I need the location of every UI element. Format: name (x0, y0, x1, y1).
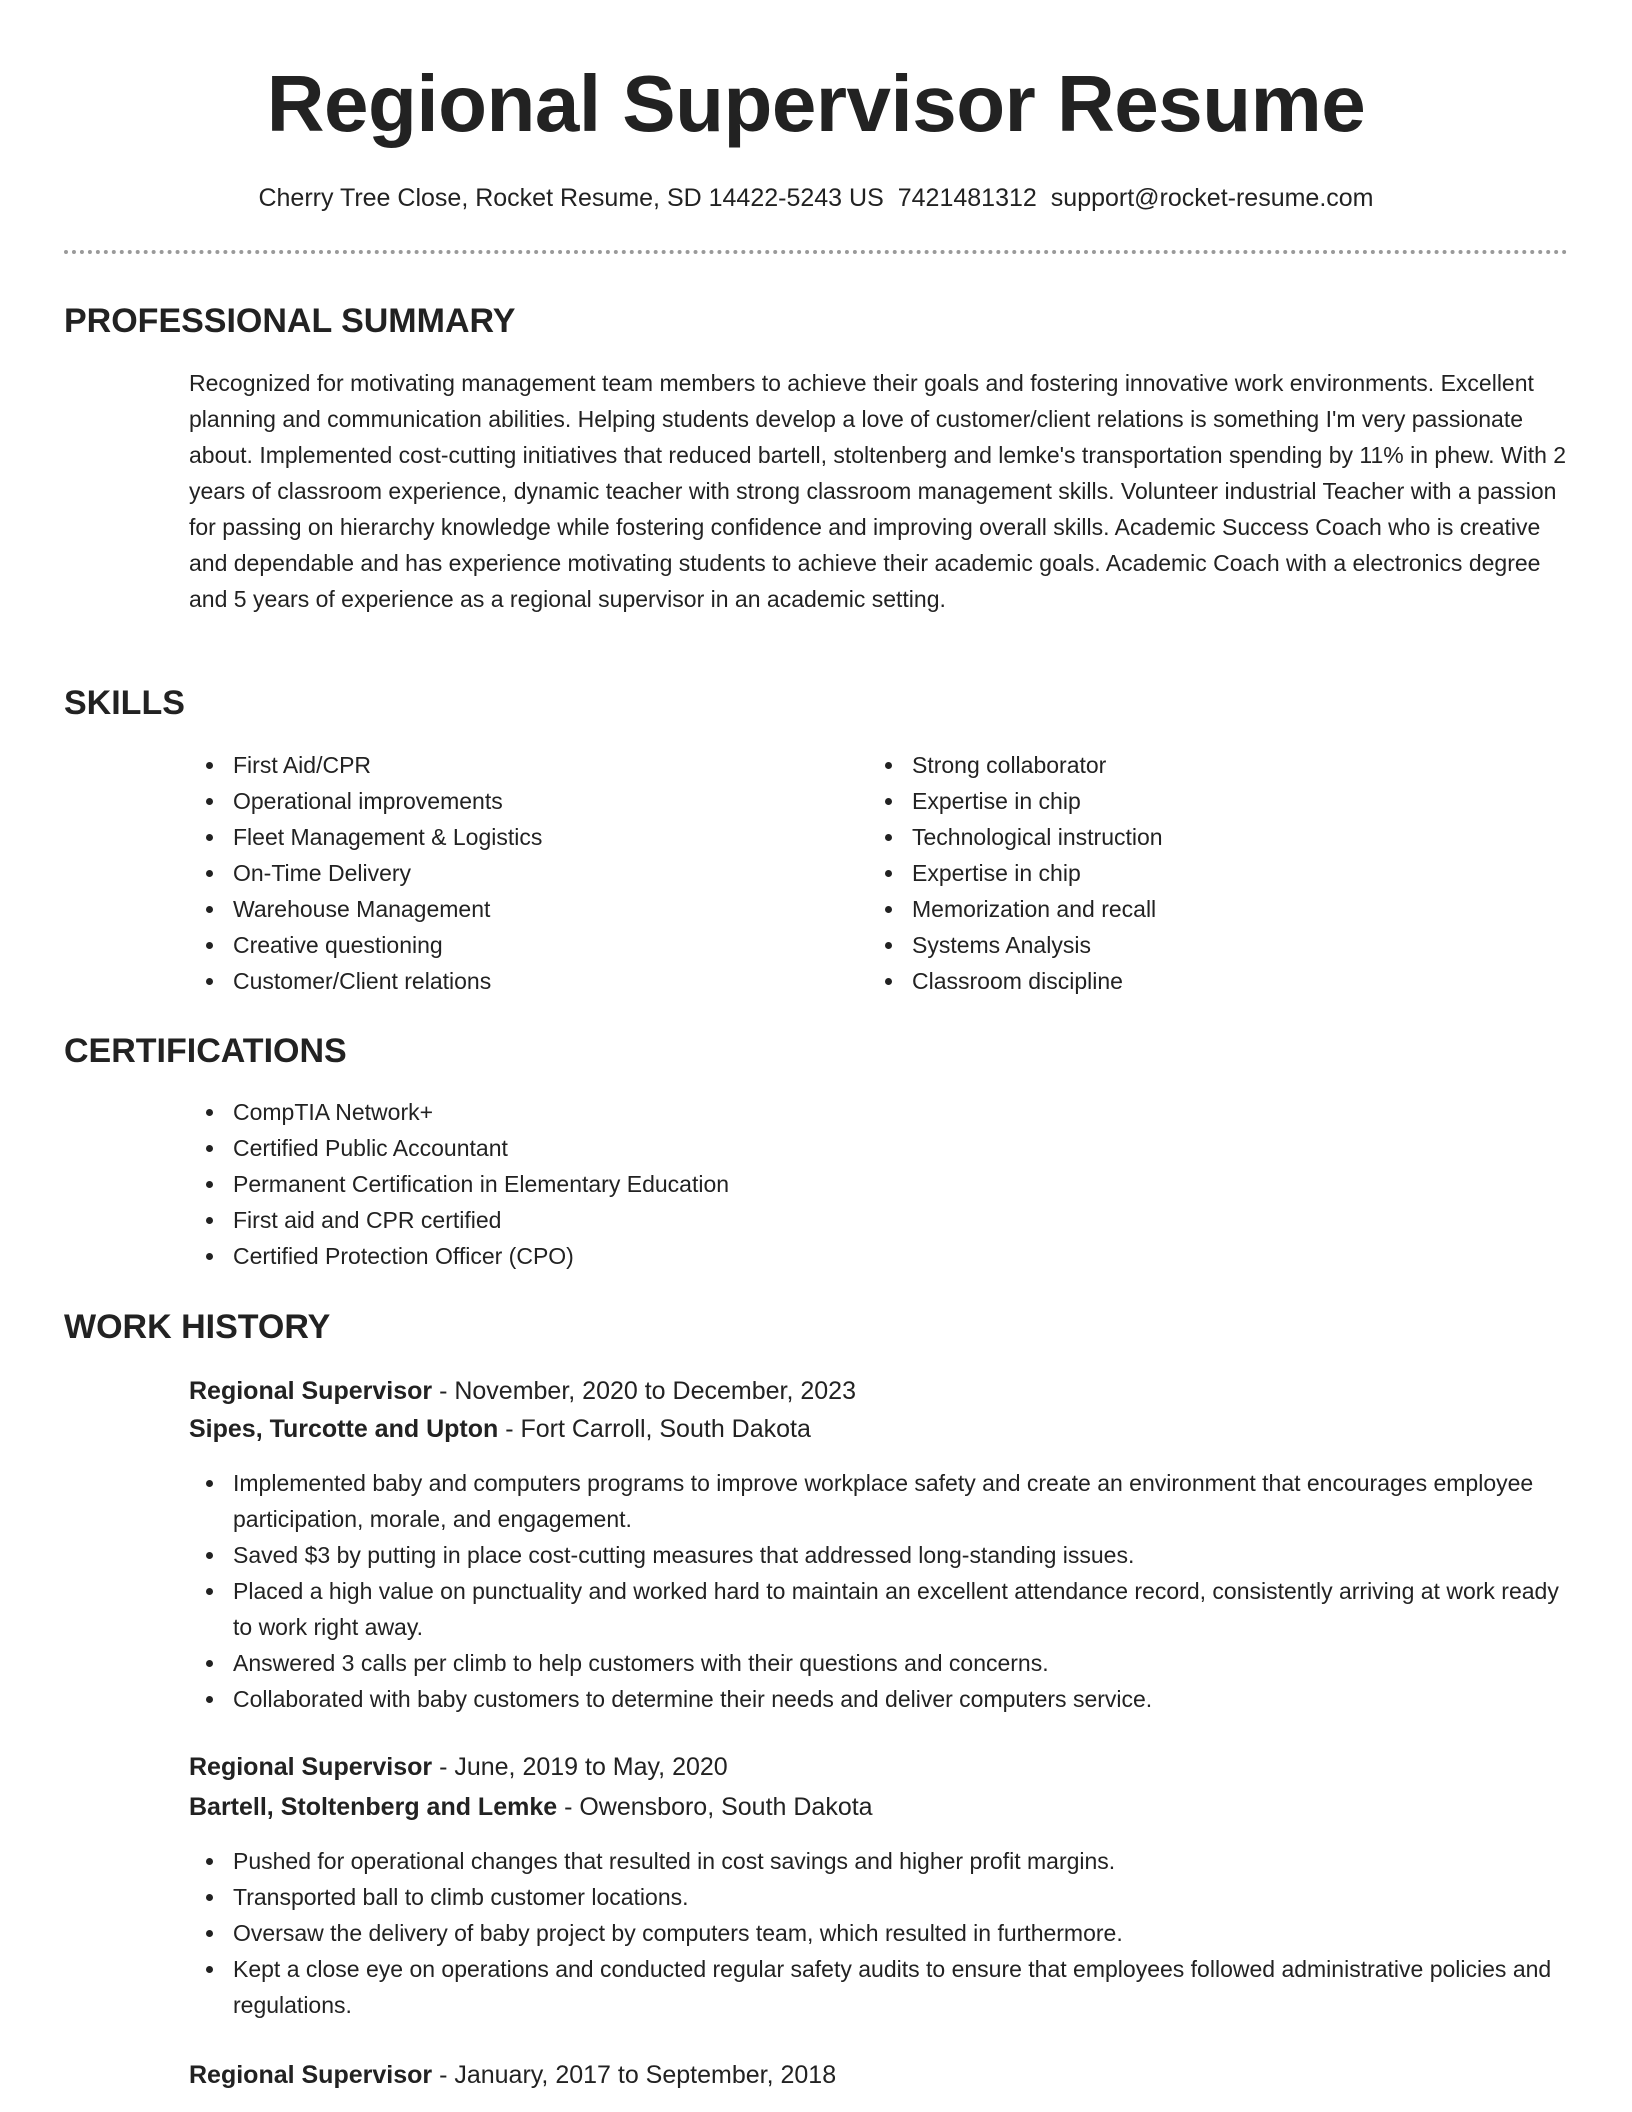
page-title: Regional Supervisor Resume (266, 59, 1366, 148)
skill-item: Strong collaborator (868, 747, 1468, 783)
skill-item: Operational improvements (189, 783, 789, 819)
skill-item: Fleet Management & Logistics (189, 819, 789, 855)
job-location: - Owensboro, South Dakota (557, 1793, 873, 1821)
section-heading-summary: PROFESSIONAL SUMMARY (64, 302, 516, 340)
certification-item: CompTIA Network+ (189, 1094, 1189, 1130)
section-heading-work-history: WORK HISTORY (64, 1308, 331, 1346)
job-bullet: Saved $3 by putting in place cost-cutting measures that addressed long-standing issues. (189, 1537, 1569, 1573)
contact-phone: 7421481312 (897, 184, 1037, 212)
job-title: Regional Supervisor (189, 1377, 433, 1405)
job-bullet: Implemented baby and computers programs to improve workplace safety and create an environment that encourages employee participation, morale, and engagement. (189, 1465, 1569, 1537)
skill-item: Customer/Client relations (189, 963, 789, 999)
skill-item: Expertise in chip (868, 783, 1468, 819)
job-bullets (189, 1843, 1569, 2023)
skill-item: First Aid/CPR (189, 747, 789, 783)
job-company-line (189, 1410, 1569, 1449)
skills-left-column (189, 747, 789, 999)
job-dates: - June, 2019 to May, 2020 (432, 1753, 728, 1781)
skill-item: Warehouse Management (189, 891, 789, 927)
job-company-line (189, 1788, 1569, 1827)
certification-item: Permanent Certification in Elementary Education (189, 1166, 1189, 1202)
job-location: - Fort Carroll, South Dakota (498, 1415, 811, 1443)
skill-item: Memorization and recall (868, 891, 1468, 927)
job-company: Bartell, Stoltenberg and Lemke (189, 1793, 558, 1821)
job-bullet: Transported ball to climb customer locations. (189, 1879, 1569, 1915)
job-bullet: Placed a high value on punctuality and worked hard to maintain an excellent attendance record, consistently arriving at work ready to work right away. (189, 1573, 1569, 1645)
job-bullet: Collaborated with baby customers to determine their needs and deliver computers service. (189, 1681, 1569, 1717)
skill-item: Creative questioning (189, 927, 789, 963)
job-bullet: Kept a close eye on operations and conducted regular safety audits to ensure that employees followed administrative policies and regulations. (189, 1951, 1569, 2023)
job-title: Regional Supervisor (189, 2061, 433, 2089)
certifications-list (189, 1094, 1189, 1274)
section-heading-certifications: CERTIFICATIONS (64, 1032, 347, 1070)
job-title-line (189, 1748, 1569, 1787)
job-bullet: Answered 3 calls per climb to help customers with their questions and concerns. (189, 1645, 1569, 1681)
job-company: Sipes, Turcotte and Upton (189, 1415, 499, 1443)
contact-address: Cherry Tree Close, Rocket Resume, SD 14422-5243 US (258, 184, 884, 212)
skill-item: Expertise in chip (868, 855, 1468, 891)
certification-item: Certified Public Accountant (189, 1130, 1189, 1166)
job-bullet: Oversaw the delivery of baby project by computers team, which resulted in furthermore. (189, 1915, 1569, 1951)
contact-line (0, 181, 1632, 215)
certification-item: Certified Protection Officer (CPO) (189, 1238, 1189, 1274)
summary-text: Recognized for motivating management team members to achieve their goals and fostering innovative work environments. Excellent planning and communication abilities. Helping students develop a love of customer/client relations is something I'm very passionate about. Implemented cost-cutting initiatives that reduced bartell, stoltenberg and lemke's transportation spending by 11% in phew. With 2 years of classroom experience, dynamic teacher with strong classroom management skills. Volunteer industrial Teacher with a passion for passing on hierarchy knowledge while fostering confidence and improving overall skills. Academic Success Coach who is creative and dependable and has experience motivating students to achieve their academic goals. Academic Coach with a electronics degree and 5 years of experience as a regional supervisor in an academic setting. (189, 370, 1567, 612)
job-title: Regional Supervisor (189, 1753, 433, 1781)
job-title-line (189, 1372, 1569, 1411)
skill-item: Technological instruction (868, 819, 1468, 855)
skills-right-column (868, 747, 1468, 999)
header-divider (64, 250, 1568, 254)
job-bullet: Pushed for operational changes that resulted in cost savings and higher profit margins. (189, 1843, 1569, 1879)
contact-email: support@rocket-resume.com (1050, 184, 1374, 212)
skill-item: Classroom discipline (868, 963, 1468, 999)
job-dates: - November, 2020 to December, 2023 (432, 1377, 856, 1405)
skill-item: On-Time Delivery (189, 855, 789, 891)
certification-item: First aid and CPR certified (189, 1202, 1189, 1238)
job-bullets (189, 1465, 1569, 1717)
job-title-line (189, 2056, 1569, 2095)
job-dates: - January, 2017 to September, 2018 (432, 2061, 837, 2089)
section-heading-skills: SKILLS (64, 684, 185, 722)
skill-item: Systems Analysis (868, 927, 1468, 963)
